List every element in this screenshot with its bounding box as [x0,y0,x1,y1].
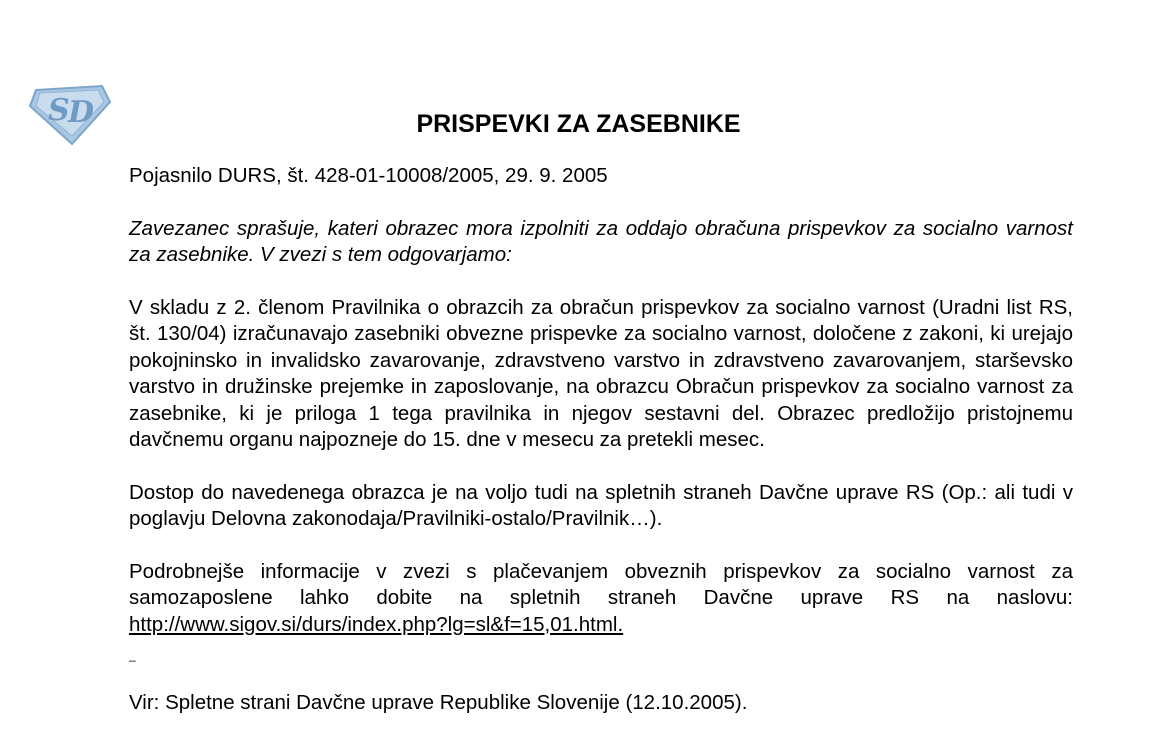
question-paragraph: Zavezanec sprašuje, kateri obrazec mora izpolniti za oddajo obračuna prispevkov za socialno varnost za zasebnike. V zvezi s tem odgovarjamo: [129,216,1073,266]
page-title: PRISPEVKI ZA ZASEBNIKE [416,110,741,138]
info-paragraph [129,559,1073,639]
answer-paragraph: V skladu z 2. členom Pravilnika o obrazcih za obračun prispevkov za socialno varnost (Uradni list RS, št. 130/04) izračunavajo zasebniki obvezne prispevke za socialno varnost, določene z zakoni, ki urejajo pokojninsko in invalidsko zavarovanje, zdravstveno varstvo in zdravstveno zavarovanjem, starševsko varstvo in družinske prejemke in zaposlovanje, na obrazcu Obračun prispevkov za socialno varnost za zasebnike, ki je priloga 1 tega pravilnika in njegov sestavni del. Obrazec predložijo pristojnemu davčnemu organu najpozneje do 15. dne v mesecu za pretekli mesec. [129,295,1073,451]
info-text: Podrobnejše informacije v zvezi s plačevanjem obveznih prispevkov za socialno varnost za samozaposlene lahko dobite na spletnih straneh Davčne uprave RS na naslovu: [129,559,1073,609]
svg-text:D: D [68,95,95,130]
svg-text:S: S [48,93,70,128]
small-mark: _ [129,648,136,662]
durs-link[interactable]: http://www.sigov.si/durs/index.php?lg=sl&f=15,01.html. [129,612,624,636]
reference-line: Pojasnilo DURS, št. 428-01-10008/2005, 29. 9. 2005 [129,164,608,187]
access-paragraph: Dostop do navedenega obrazca je na voljo tudi na spletnih straneh Davčne uprave RS (Op.: ali tudi v poglavju Delovna zakonodaja/Pravilniki-ostalo/Pravilnik…). [129,480,1073,530]
source-line: Vir: Spletne strani Davčne uprave Republike Slovenije (12.10.2005). [129,691,748,714]
document-body [129,163,1073,717]
